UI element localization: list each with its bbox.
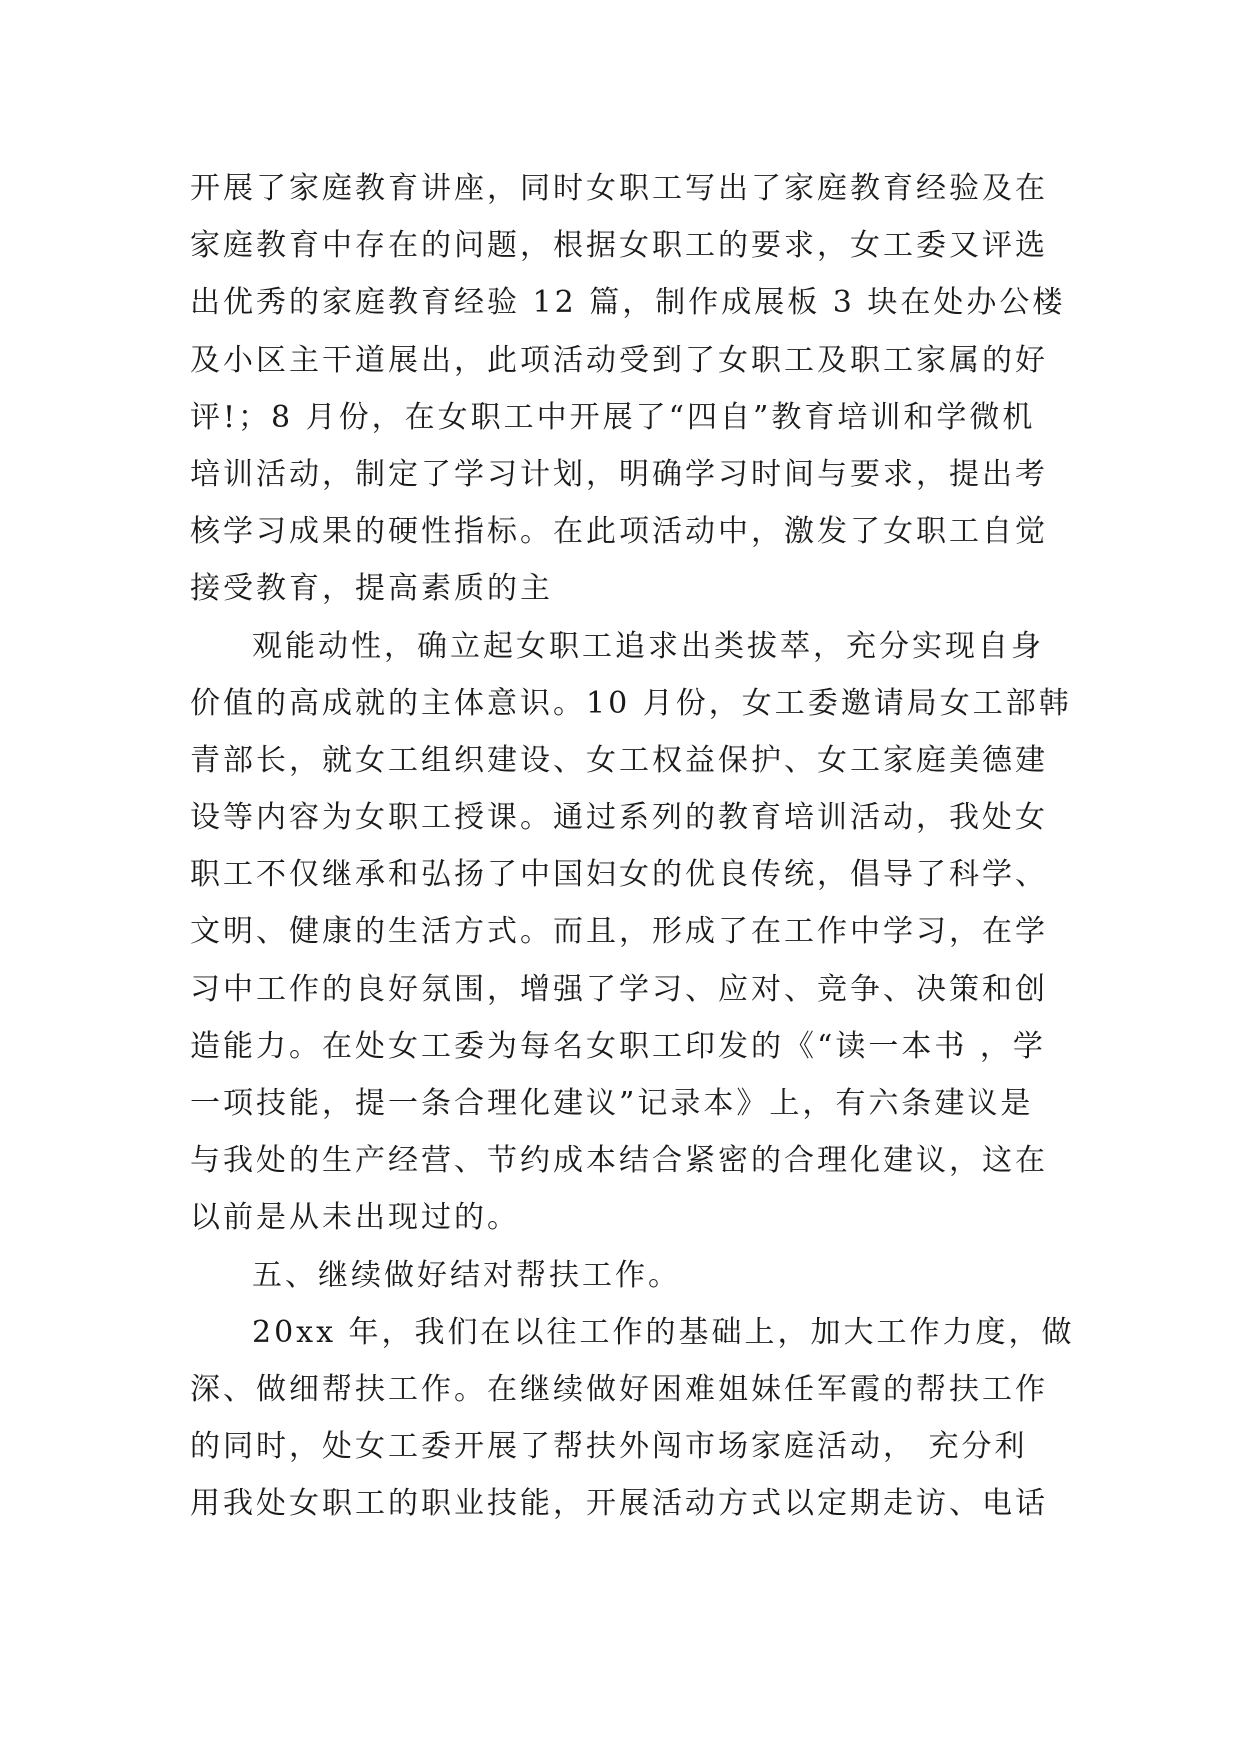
text-line: 与我处的生产经营、节约成本结合紧密的合理化建议，这在 xyxy=(190,1143,1048,1179)
paragraph-start-line: 20xx 年，我们在以往工作的基础上，加大工作力度，做 xyxy=(252,1314,1075,1350)
text-line: 深、做细帮扶工作。在继续做好困难姐妹任军霞的帮扶工作 xyxy=(190,1371,1048,1407)
text-line: 培训活动，制定了学习计划，明确学习时间与要求，提出考 xyxy=(190,456,1048,492)
text-line: 一项技能，提一条合理化建议”记录本》上，有六条建议是 xyxy=(190,1086,1034,1121)
text-line: 及小区主干道展出，此项活动受到了女职工及职工家属的好 xyxy=(190,342,1048,378)
text-line: 青部长，就女工组织建设、女工权益保护、女工家庭美德建 xyxy=(190,742,1048,778)
text-line: 设等内容为女职工授课。通过系列的教育培训活动，我处女 xyxy=(190,800,1048,836)
text-line: 核学习成果的硬性指标。在此项活动中，激发了女职工自觉 xyxy=(190,514,1048,550)
section-heading: 五、继续做好结对帮扶工作。 xyxy=(252,1257,681,1293)
text-line: 价值的高成就的主体意识。10 月份，女工委邀请局女工部韩 xyxy=(190,685,1072,721)
text-line: 以前是从未出现过的。 xyxy=(190,1200,520,1236)
text-line: 家庭教育中存在的问题，根据女职工的要求，女工委又评选 xyxy=(190,228,1048,264)
text-line: 出优秀的家庭教育经验 12 篇，制作成展板 3 块在处办公楼 xyxy=(190,285,1066,321)
text-line: 开展了家庭教育讲座，同时女职工写出了家庭教育经验及在 xyxy=(190,171,1048,206)
text-line: 评!；8 月份，在女职工中开展了“四自”教育培训和学微机 xyxy=(190,399,1036,435)
paragraph-start-line: 观能动性，确立起女职工追求出类拔萃，充分实现自身 xyxy=(252,628,1044,664)
text-line: 接受教育，提高素质的主 xyxy=(190,571,553,607)
text-line: 文明、健康的生活方式。而且，形成了在工作中学习，在学 xyxy=(190,914,1048,950)
text-line: 习中工作的良好氛围，增强了学习、应对、竞争、决策和创 xyxy=(190,971,1048,1007)
text-line: 职工不仅继承和弘扬了中国妇女的优良传统，倡导了科学、 xyxy=(190,857,1048,893)
document-body xyxy=(190,160,1075,1533)
text-line: 用我处女职工的职业技能，开展活动方式以定期走访、电话 xyxy=(190,1486,1048,1522)
text-line: 造能力。在处女工委为每名女职工印发的《“读一本书 ，学 xyxy=(190,1028,1046,1064)
text-line: 的同时，处女工委开展了帮扶外闯市场家庭活动， 充分利 xyxy=(190,1429,1028,1465)
